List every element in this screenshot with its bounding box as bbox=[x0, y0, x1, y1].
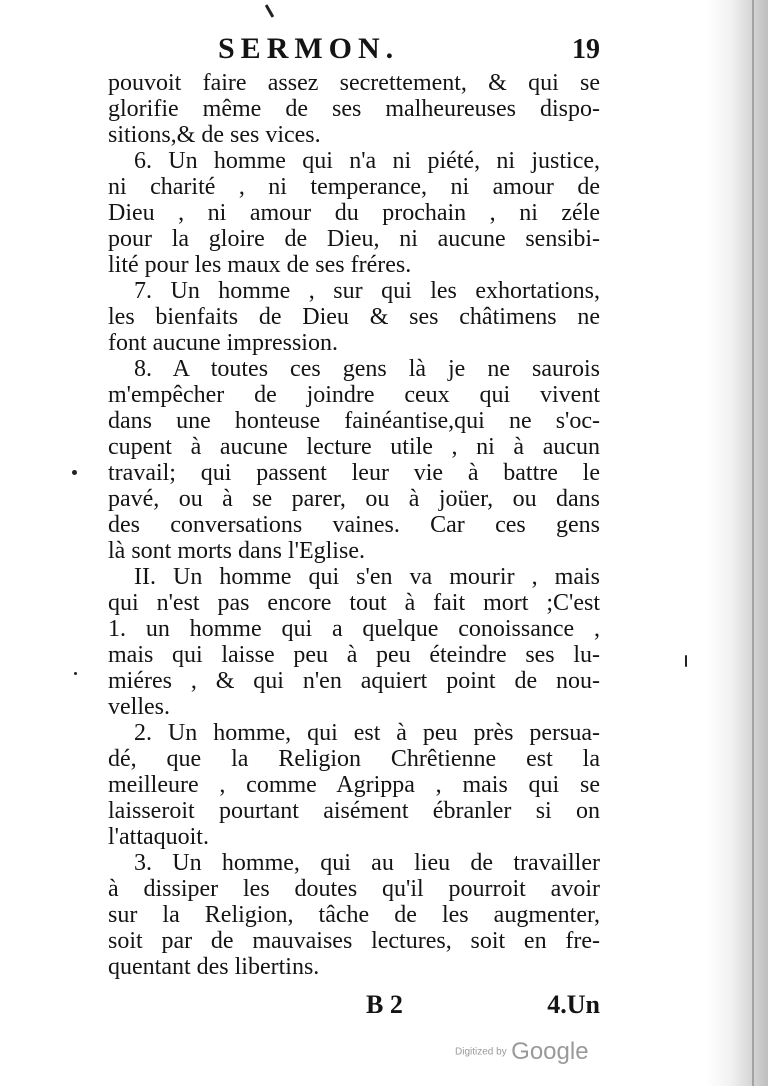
text-line: pavé, ou à se parer, ou à joüer, ou dans bbox=[108, 486, 600, 512]
text-line: là sont morts dans l'Eglise. bbox=[108, 538, 365, 564]
digitized-watermark bbox=[455, 1038, 589, 1066]
text-line: font aucune impression. bbox=[108, 330, 338, 356]
ink-mark bbox=[265, 4, 275, 18]
text-line: lité pour les maux de ses fréres. bbox=[108, 252, 412, 278]
text-line: à dissiper les doutes qu'il pourroit avoir bbox=[108, 876, 600, 902]
text-line: mais qui laisse peu à peu éteindre ses lu- bbox=[108, 642, 600, 668]
text-line: pour la gloire de Dieu, ni aucune sensibi- bbox=[108, 226, 600, 252]
sermon-text bbox=[108, 70, 600, 980]
watermark-prefix: Digitized by bbox=[455, 1046, 507, 1058]
page-number: 19 bbox=[572, 34, 600, 65]
catchword: 4.Un bbox=[547, 990, 600, 1019]
page-edge-shadow bbox=[706, 0, 768, 1086]
text-line: 7. Un homme , sur qui les exhortations, bbox=[134, 278, 600, 304]
text-line: ni charité , ni temperance, ni amour de bbox=[108, 174, 600, 200]
text-line: velles. bbox=[108, 694, 170, 720]
text-line: qui n'est pas encore tout à fait mort ;C'est bbox=[108, 590, 600, 616]
text-line: dans une honteuse fainéantise,qui ne s'oc- bbox=[108, 408, 600, 434]
page-header bbox=[110, 30, 600, 70]
text-line: soit par de mauvaises lectures, soit en fre- bbox=[108, 928, 600, 954]
text-line: meilleure , comme Agrippa , mais qui se bbox=[108, 772, 600, 798]
text-line: 6. Un homme qui n'a ni piété, ni justice, bbox=[134, 148, 600, 174]
signature-mark: B 2 bbox=[366, 990, 403, 1019]
text-line: 1. un homme qui a quelque conoissance , bbox=[108, 616, 600, 642]
ink-speck bbox=[72, 470, 77, 475]
text-line: cupent à aucune lecture utile , ni à aucun bbox=[108, 434, 600, 460]
page-footer bbox=[108, 990, 600, 1024]
text-line: les bienfaits de Dieu & ses châtimens ne bbox=[108, 304, 600, 330]
text-line: travail; qui passent leur vie à battre le bbox=[108, 460, 600, 486]
text-line: 2. Un homme, qui est à peu près persua- bbox=[134, 720, 600, 746]
text-line: II. Un homme qui s'en va mourir , mais bbox=[134, 564, 600, 590]
text-line: sur la Religion, tâche de les augmenter, bbox=[108, 902, 600, 928]
text-line: des conversations vaines. Car ces gens bbox=[108, 512, 600, 538]
text-line: sitions,& de ses vices. bbox=[108, 122, 321, 148]
ink-speck bbox=[74, 672, 77, 675]
text-line: l'attaquoit. bbox=[108, 824, 209, 850]
text-line: 3. Un homme, qui au lieu de travailler bbox=[134, 850, 600, 876]
text-line: Dieu , ni amour du prochain , ni zéle bbox=[108, 200, 600, 226]
text-line: laisseroit pourtant aisément ébranler si on bbox=[108, 798, 600, 824]
text-line: 8. A toutes ces gens là je ne saurois bbox=[134, 356, 600, 382]
running-title: SERMON. bbox=[218, 32, 400, 65]
watermark-brand: Google bbox=[511, 1038, 589, 1065]
text-line: miéres , & qui n'en aquiert point de nou- bbox=[108, 668, 600, 694]
page-edge-line bbox=[752, 0, 754, 1086]
text-line: quentant des libertins. bbox=[108, 954, 320, 980]
text-line: m'empêcher de joindre ceux qui vivent bbox=[108, 382, 600, 408]
text-line: pouvoit faire assez secrettement, & qui se bbox=[108, 70, 600, 96]
ink-mark bbox=[685, 655, 687, 667]
text-line: glorifie même de ses malheureuses dispo- bbox=[108, 96, 600, 122]
text-line: dé, que la Religion Chrêtienne est la bbox=[108, 746, 600, 772]
